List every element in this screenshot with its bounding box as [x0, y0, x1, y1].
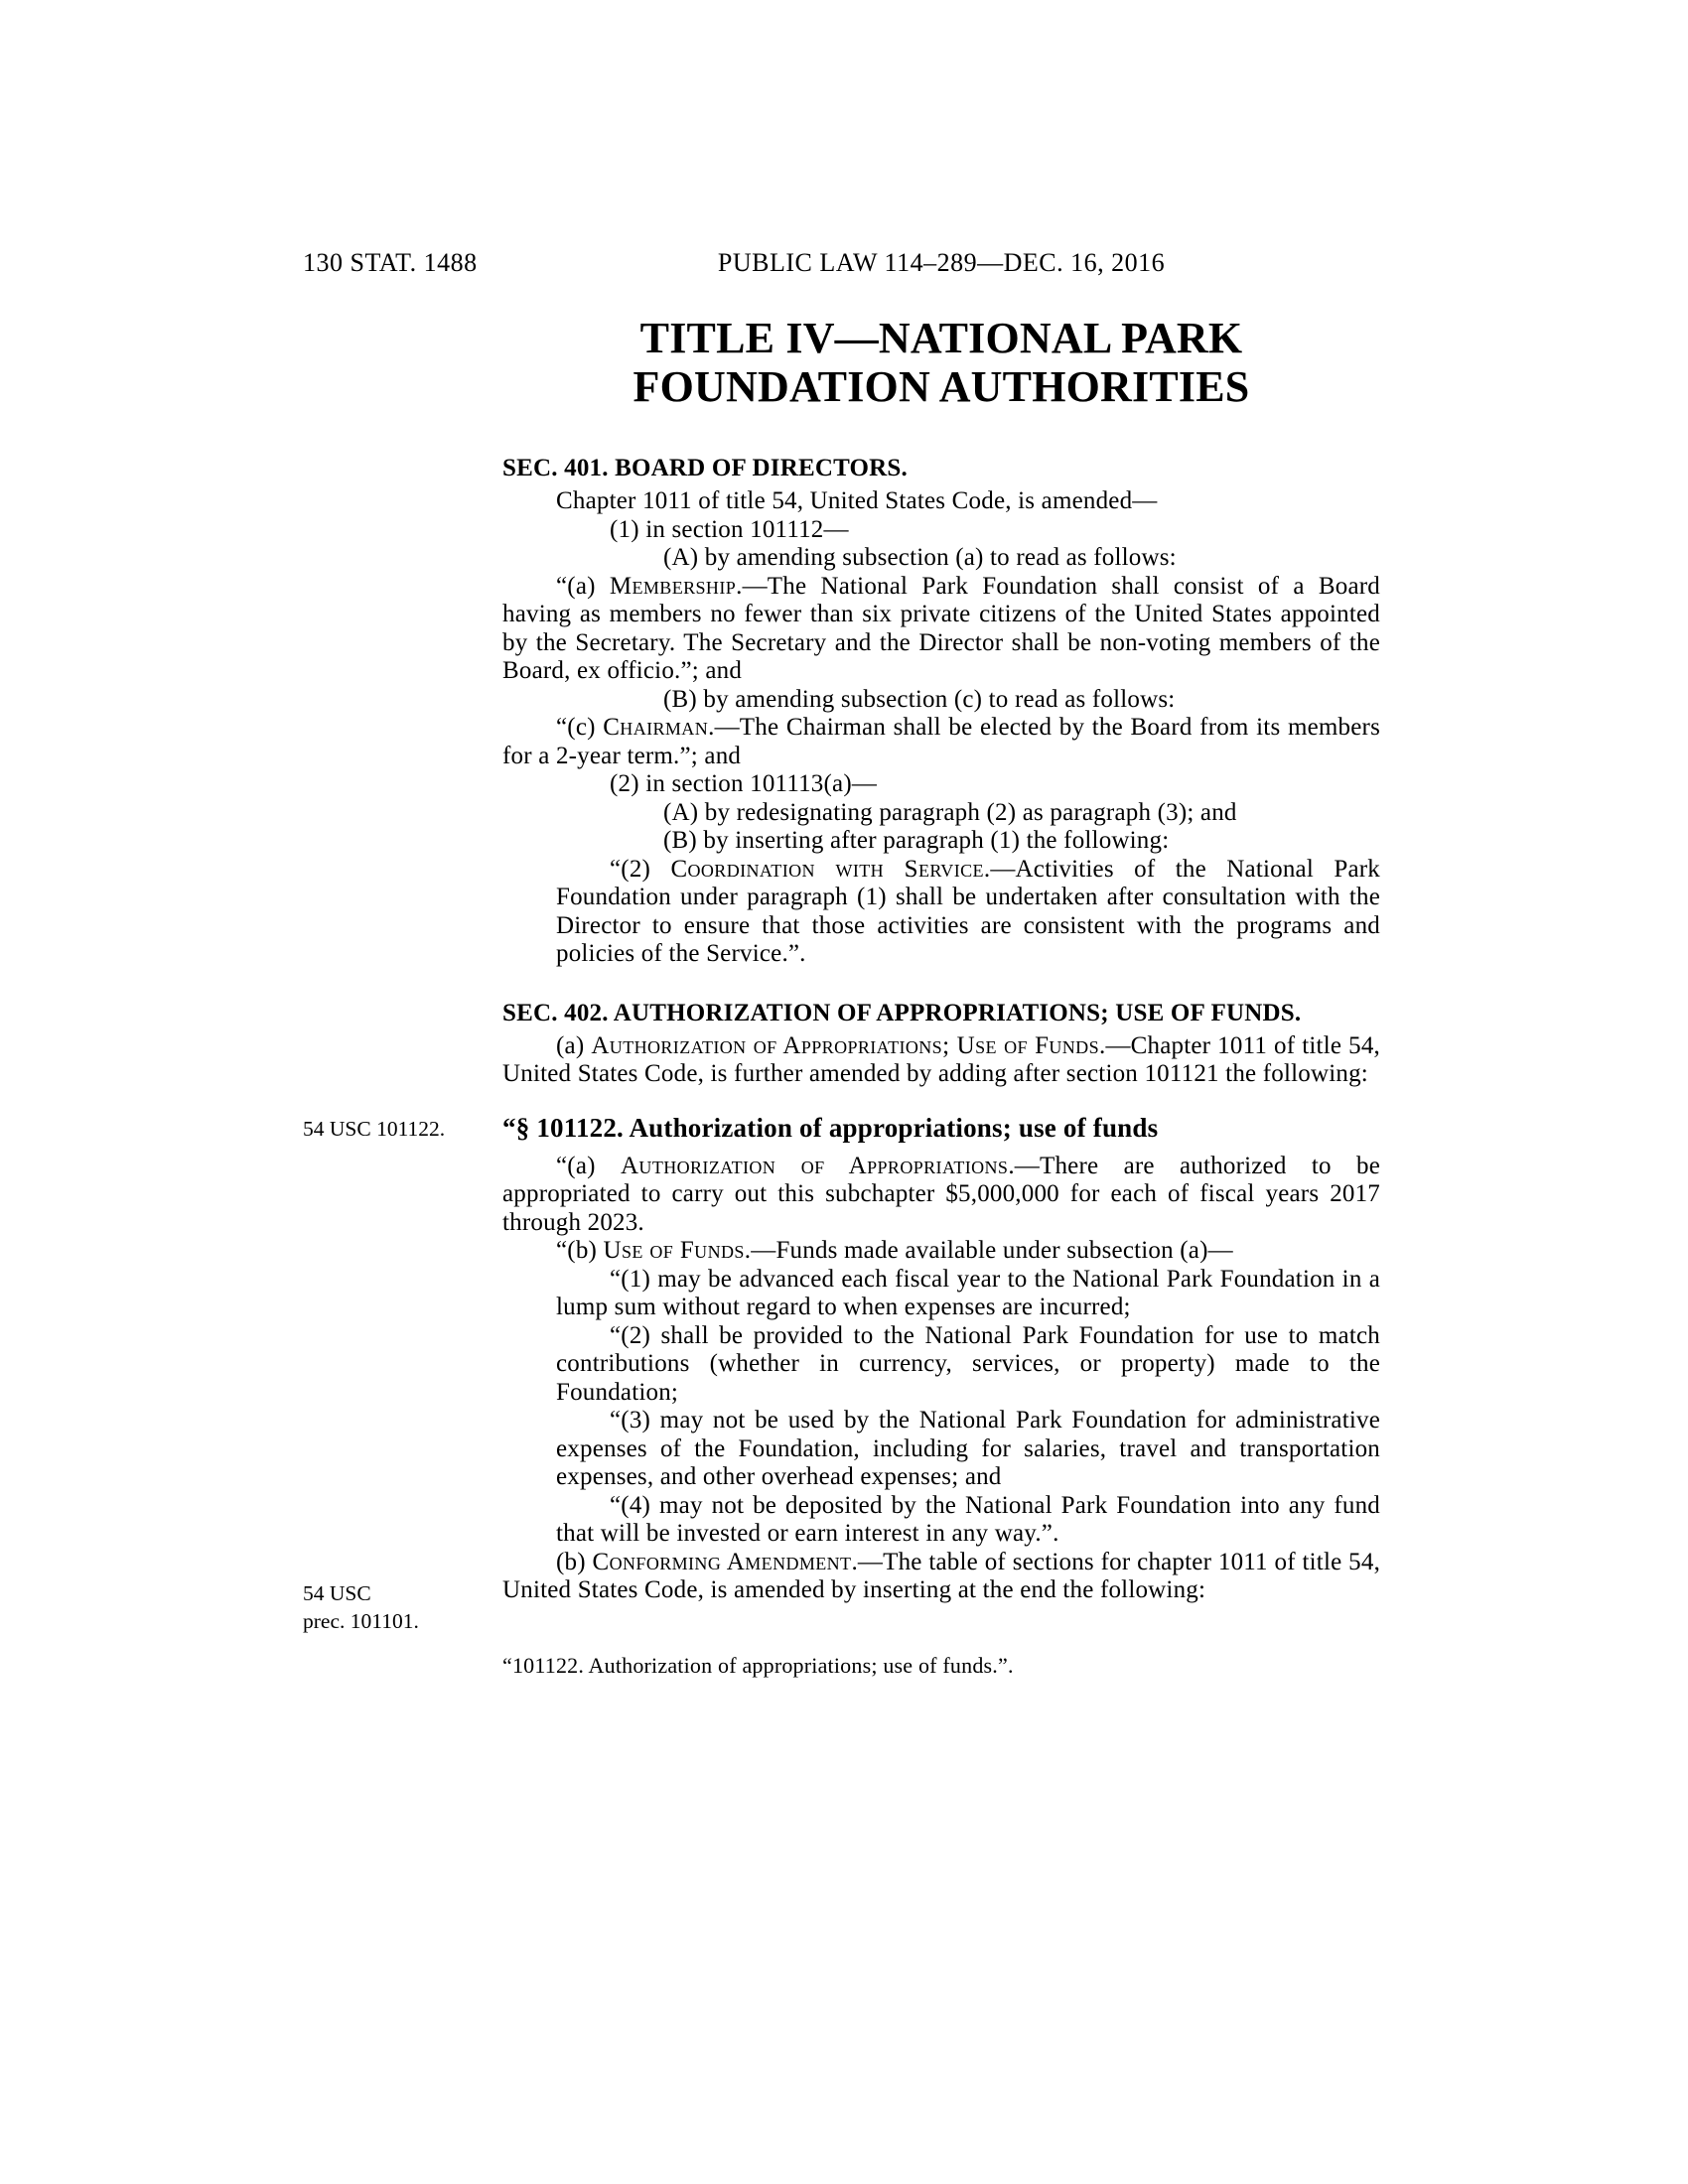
section-402-heading	[502, 999, 1380, 1027]
small-caps-text: Use of Funds	[603, 1237, 745, 1264]
text-segment: “(1) may be advanced each fiscal year to the National Park Foundation in a lump sum without regard to when expenses are incurred;	[556, 1265, 1380, 1320]
coordination-paragraph	[556, 856, 1380, 969]
text-segment: (B) by inserting after paragraph (1) the following:	[663, 827, 1170, 854]
title-line-1: TITLE IV—NATIONAL PARK	[639, 314, 1243, 362]
clause-1-section-101112	[556, 516, 1380, 545]
text-segment: .—Chapter 1011 of title 54, United States Code, is further amended by adding after section 101121 the following:	[502, 1031, 1380, 1087]
public-law-header: PUBLIC LAW 114–289—DEC. 16, 2016	[717, 248, 1166, 277]
text-segment: (B) by amending subsection (c) to read as follows:	[663, 685, 1176, 713]
text-segment: .—Activities of the National Park Foundation under paragraph (1) shall be undertaken after consultation with the Director to ensure that those activities are consistent with the programs and policies of the Service.”.	[556, 855, 1380, 967]
margin-note-line: 54 USC	[303, 1580, 371, 1605]
text-segment: “(2) shall be provided to the National Park Foundation for use to match contributions (whether in currency, services, or property) made to the Foundation;	[556, 1321, 1380, 1406]
text-segment: “(3) may not be used by the National Park Foundation for administrative expenses of the Foundation, including for salaries, travel and transportation expenses, and other overhead expenses; and	[556, 1407, 1380, 1490]
margin-note	[303, 1115, 492, 1143]
funds-item-2	[556, 1322, 1380, 1408]
text-segment: .—There are authorized to be appropriated to carry out this subchapter $5,000,000 for each of fiscal years 2017 through 2023.	[502, 1152, 1381, 1236]
text-segment: SEC. 401. BOARD OF DIRECTORS.	[502, 455, 908, 481]
funds-item-1	[556, 1266, 1380, 1322]
text-segment: (b)	[556, 1548, 593, 1575]
small-caps-text: Authorization of Appropriations	[620, 1152, 1009, 1179]
clause-2A	[610, 799, 1380, 828]
section-401-heading	[502, 454, 1380, 482]
clause-1B	[610, 686, 1380, 715]
text-segment: “(c)	[556, 714, 604, 741]
conforming-amendment-paragraph	[502, 1549, 1380, 1605]
text-segment: (A) by amending subsection (a) to read as follows:	[663, 544, 1177, 571]
clause-1A	[610, 544, 1380, 573]
small-caps-text: Conforming Amendment	[592, 1548, 852, 1575]
membership-subsection	[502, 573, 1380, 686]
table-of-sections-line	[502, 1653, 1380, 1679]
text-segment: (1) in section 101112—	[610, 515, 849, 543]
text-segment: (2) in section 101113(a)—	[610, 770, 878, 797]
small-caps-text: Chairman	[603, 714, 709, 741]
text-segment: .—The National Park Foundation shall consist of a Board having as members no fewer than six private citizens of the United States appointed by the Secretary. The Secretary and the Director shall be non-voting members of the Board, ex officio.”; and	[502, 572, 1380, 684]
stat-page-number: 130 STAT. 1488	[303, 248, 478, 277]
text-segment: (A) by redesignating paragraph (2) as paragraph (3); and	[663, 798, 1237, 826]
text-segment: “(b)	[556, 1237, 604, 1264]
funds-item-4	[556, 1492, 1380, 1549]
text-segment: .—The table of sections for chapter 1011 of title 54, United States Code, is amended by inserting at the end the following:	[502, 1548, 1381, 1603]
margin-note-line: prec. 101101.	[303, 1608, 419, 1633]
body-column	[502, 0, 1380, 1679]
body-content	[502, 454, 1380, 1679]
text-segment: “§ 101122. Authorization of appropriations; use of funds	[502, 1112, 1159, 1143]
amend-intro-paragraph	[502, 487, 1380, 516]
text-segment: .—The Chairman shall be elected by the Board from its members for a 2-year term.”; and	[502, 714, 1381, 769]
funds-item-3	[556, 1407, 1380, 1492]
title-line-2: FOUNDATION AUTHORITIES	[633, 362, 1250, 411]
title-heading	[502, 314, 1380, 411]
authorization-intro-paragraph	[502, 1032, 1380, 1089]
clause-2B	[610, 827, 1380, 856]
authorization-subsection	[502, 1153, 1380, 1238]
text-segment: “(2)	[610, 855, 671, 883]
margin-note-line: 54 USC 101122.	[303, 1117, 446, 1141]
chairman-subsection	[502, 714, 1380, 770]
text-segment: “101122. Authorization of appropriations; use of funds.”.	[502, 1652, 1014, 1678]
text-segment: “(a)	[556, 1152, 621, 1179]
small-caps-text: Membership	[609, 572, 737, 600]
text-segment: (a)	[556, 1031, 592, 1059]
text-segment: “(a)	[556, 572, 610, 600]
usc-101122-heading	[502, 1113, 1380, 1143]
text-segment: .—Funds made available under subsection (a)—	[744, 1237, 1233, 1264]
small-caps-text: Coordination with Service	[670, 855, 984, 883]
clause-2-section-101113a	[556, 770, 1380, 799]
margin-note	[303, 1579, 492, 1635]
text-segment: Chapter 1011 of title 54, United States Code, is amended—	[556, 487, 1158, 514]
text-segment: “(4) may not be deposited by the National Park Foundation into any fund that will be invested or earn interest in any way.”.	[556, 1491, 1380, 1547]
text-segment: SEC. 402. AUTHORIZATION OF APPROPRIATIONS; USE OF FUNDS.	[502, 999, 1302, 1026]
use-of-funds-subsection	[502, 1237, 1380, 1266]
small-caps-text: Authorization of Appropriations; Use of Funds	[591, 1031, 1099, 1059]
